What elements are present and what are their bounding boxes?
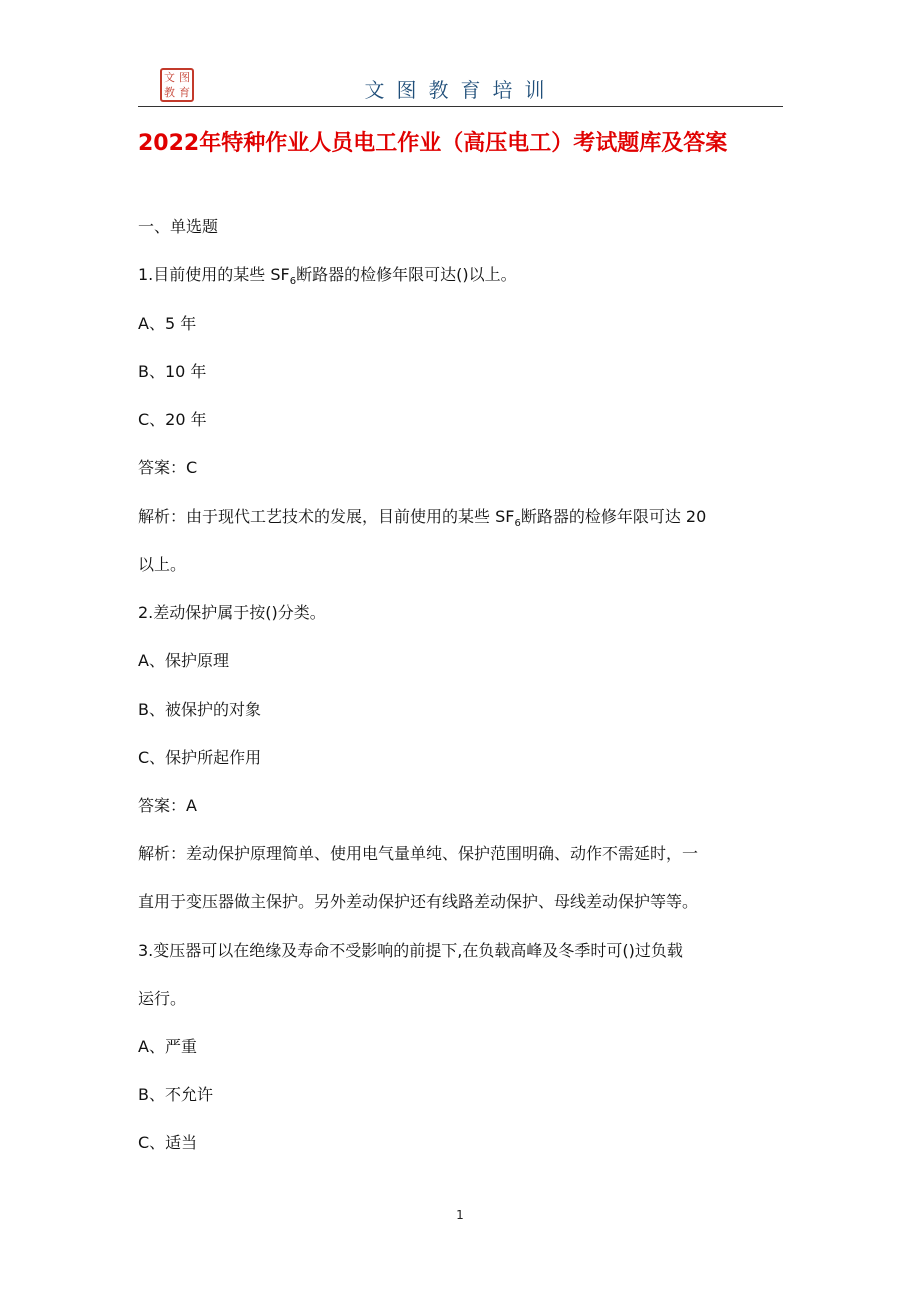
question-1-analysis	[138, 504, 706, 529]
question-1-stem	[138, 262, 517, 287]
question-1-option-a: A、5 年	[138, 314, 197, 333]
page-header	[138, 66, 783, 106]
question-1-analysis-cont: 以上。	[138, 555, 187, 574]
question-2-stem: 2.差动保护属于按()分类。	[138, 603, 326, 622]
question-2-option-a: A、保护原理	[138, 651, 229, 670]
question-1-option-b: B、10 年	[138, 362, 207, 381]
header-divider	[138, 106, 783, 107]
question-1-answer: 答案：C	[138, 458, 198, 477]
document-title: 2022年特种作业人员电工作业（高压电工）考试题库及答案	[138, 131, 728, 156]
subscript: 6	[289, 276, 297, 288]
header-title: 文图教育培训	[364, 78, 557, 102]
logo-char: 育	[179, 86, 190, 99]
subscript: 6	[514, 518, 521, 530]
question-3-option-a: A、严重	[138, 1037, 197, 1056]
section-heading: 一、单选题	[138, 217, 219, 236]
question-1-analysis-text: 解析：由于现代工艺技术的发展，目前使用的某些 SF	[138, 507, 515, 526]
question-1-stem-text: 1.目前使用的某些 SF	[138, 265, 290, 284]
question-2-option-c: C、保护所起作用	[138, 748, 262, 767]
question-1-option-c: C、20 年	[138, 410, 207, 429]
page-number: 1	[456, 1208, 464, 1222]
logo-char: 图	[179, 71, 190, 84]
question-2-analysis: 解析：差动保护原理简单、使用电气量单纯、保护范围明确、动作不需延时，一	[138, 844, 699, 863]
question-2-option-b: B、被保护的对象	[138, 700, 261, 719]
question-3-stem: 3.变压器可以在绝缘及寿命不受影响的前提下,在负载高峰及冬季时可()过负载	[138, 941, 683, 960]
question-2-answer: 答案：A	[138, 796, 197, 815]
question-3-option-b: B、不允许	[138, 1085, 213, 1104]
logo-char: 教	[164, 86, 175, 99]
question-3-option-c: C、适当	[138, 1133, 198, 1152]
logo-char: 文	[164, 71, 175, 84]
question-3-stem-cont: 运行。	[138, 989, 187, 1008]
question-1-analysis-text: 断路器的检修年限可达 20	[520, 507, 707, 526]
question-1-stem-text: 断路器的检修年限可达()以上。	[296, 265, 517, 284]
question-2-analysis-cont: 直用于变压器做主保护。另外差动保护还有线路差动保护、母线差动保护等等。	[138, 892, 699, 911]
